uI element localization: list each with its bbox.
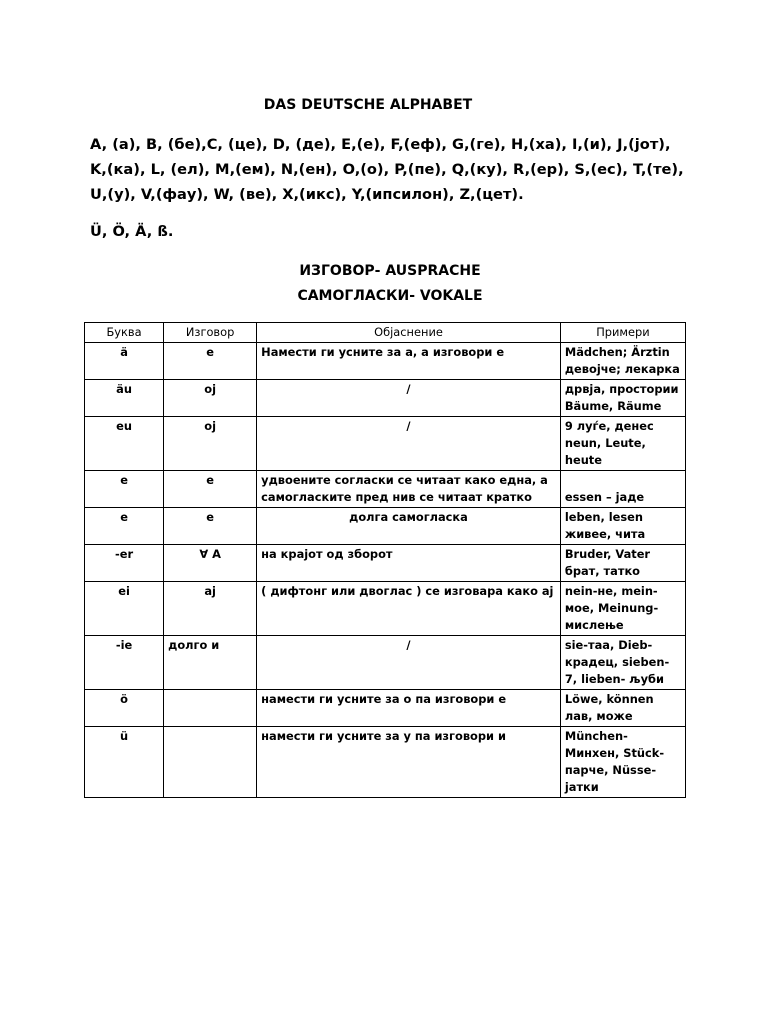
cell-examples: дрвја, простории Bäume, Räume bbox=[560, 380, 685, 417]
table-row bbox=[85, 508, 686, 545]
umlauts-line: Ü, Ö, Ä, ß. bbox=[90, 223, 174, 240]
cell-examples: leben, lesen живее, чита bbox=[560, 508, 685, 545]
cell-examples: Mädchen; Ärztin девојче; лекарка bbox=[560, 343, 685, 380]
cell-pronunciation: oj bbox=[164, 380, 257, 417]
column-header-examples: Примери bbox=[560, 323, 685, 343]
table-row bbox=[85, 545, 686, 582]
cell-pronunciation bbox=[164, 690, 257, 727]
cell-explanation: удвоените согласки се читаат како една, а самогласките пред нив се читаат кратко bbox=[257, 471, 561, 508]
cell-explanation: / bbox=[257, 417, 561, 471]
section-heading-pronunciation: ИЗГОВОР- AUSPRACHE bbox=[299, 263, 481, 279]
cell-examples: Bruder, Vater брат, татко bbox=[560, 545, 685, 582]
table-row bbox=[85, 690, 686, 727]
column-header-pronunciation: Изговор bbox=[164, 323, 257, 343]
table-row bbox=[85, 343, 686, 380]
cell-examples: Löwe, können лав, може bbox=[560, 690, 685, 727]
cell-letter: äu bbox=[85, 380, 164, 417]
cell-pronunciation: е bbox=[164, 471, 257, 508]
cell-examples: nein-не, mein-мое, Meinung-мислење bbox=[560, 582, 685, 636]
cell-examples: München-Минхен, Stück-парче, Nüsse-јатки bbox=[560, 727, 685, 798]
cell-letter: -er bbox=[85, 545, 164, 582]
cell-pronunciation: ај bbox=[164, 582, 257, 636]
cell-explanation: на крајот од зборот bbox=[257, 545, 561, 582]
alphabet-paragraph: A, (a), B, (бе),C, (це), D, (де), E,(е), F,(еф), G,(ге), H,(ха), I,(и), J,(јот), K,(ка), L, (ел), M,(ем), N,(ен), O,(о), P,(пе), Q,(ку), R,(ер), S,(ес), T,(те), U,(у), V,(фау), W, (ве), X,(икс), Y,(ипсилон), Z,(цет). bbox=[90, 136, 684, 203]
cell-explanation: намести ги усните за у па изговори и bbox=[257, 727, 561, 798]
cell-pronunciation: ∀ А bbox=[164, 545, 257, 582]
cell-explanation: долга самогласка bbox=[257, 508, 561, 545]
table-row bbox=[85, 727, 686, 798]
table-row bbox=[85, 417, 686, 471]
cell-pronunciation: е bbox=[164, 508, 257, 545]
cell-pronunciation: е bbox=[164, 343, 257, 380]
cell-explanation: / bbox=[257, 636, 561, 690]
table-row bbox=[85, 380, 686, 417]
cell-examples: 9 луѓе, денес neun, Leute, heute bbox=[560, 417, 685, 471]
cell-letter: ä bbox=[85, 343, 164, 380]
cell-letter: e bbox=[85, 471, 164, 508]
column-header-letter: Буква bbox=[85, 323, 164, 343]
cell-explanation: / bbox=[257, 380, 561, 417]
document-title: DAS DEUTSCHE ALPHABET bbox=[263, 97, 473, 113]
cell-letter: e bbox=[85, 508, 164, 545]
section-heading-vowels: САМОГЛАСКИ- VOKALE bbox=[297, 288, 483, 304]
cell-letter: ö bbox=[85, 690, 164, 727]
vowels-table bbox=[84, 322, 686, 798]
table-row bbox=[85, 471, 686, 508]
cell-letter: ü bbox=[85, 727, 164, 798]
cell-explanation: ( дифтонг или двоглас ) се изговара како ај bbox=[257, 582, 561, 636]
cell-letter: eu bbox=[85, 417, 164, 471]
cell-explanation: намести ги усните за о па изговори е bbox=[257, 690, 561, 727]
cell-pronunciation: oj bbox=[164, 417, 257, 471]
cell-pronunciation bbox=[164, 727, 257, 798]
cell-examples: essen – јаде bbox=[560, 471, 685, 508]
cell-examples: sie-таа, Dieb-крадец, sieben-7, lieben- љуби bbox=[560, 636, 685, 690]
table-row bbox=[85, 582, 686, 636]
column-header-explanation: Објаснение bbox=[257, 323, 561, 343]
cell-pronunciation: долго и bbox=[164, 636, 257, 690]
cell-explanation: Намести ги усните за а, а изговори е bbox=[257, 343, 561, 380]
cell-letter: ei bbox=[85, 582, 164, 636]
table-header-row bbox=[85, 323, 686, 343]
cell-letter: -ie bbox=[85, 636, 164, 690]
table-row bbox=[85, 636, 686, 690]
